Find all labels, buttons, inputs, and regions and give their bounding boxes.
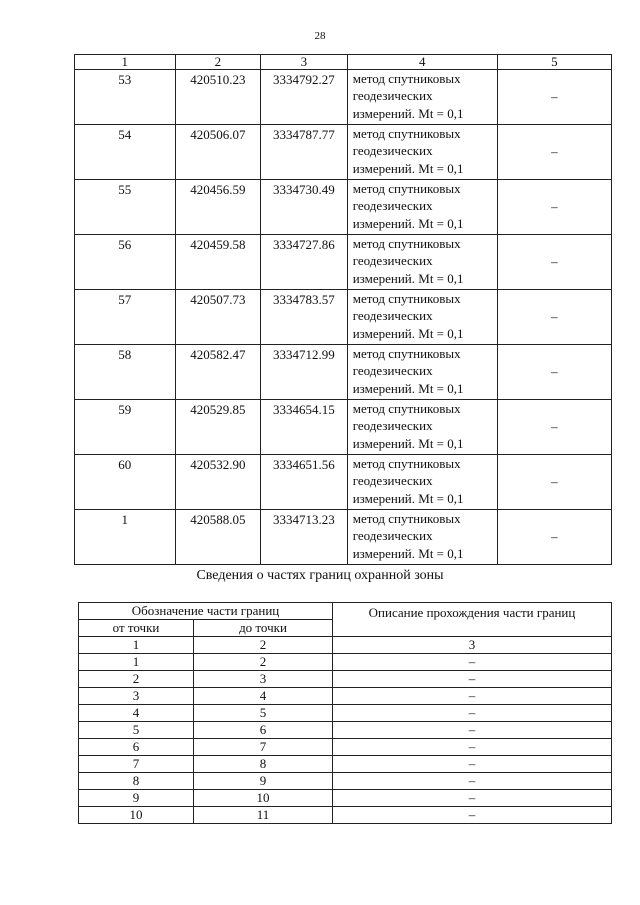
boundary-description-header: Описание прохождения части границ: [333, 603, 612, 637]
to-point: 10: [194, 790, 333, 807]
method-line: геодезических: [352, 418, 433, 434]
coord-y: 3334651.56: [261, 455, 348, 510]
method-line: измерений. Mt = 0,1: [352, 490, 464, 506]
boundary-part-row: [79, 671, 612, 688]
method-line: метод спутниковых: [352, 126, 461, 141]
header-col-3: 3: [261, 55, 348, 70]
method-line: метод спутниковых: [352, 511, 461, 526]
coordinates-table-row: [75, 345, 612, 400]
row-note: –: [497, 400, 611, 455]
coordinates-table-row: [75, 125, 612, 180]
boundary-part-row: [79, 756, 612, 773]
row-note: –: [497, 70, 611, 125]
coord-x: 420456.59: [175, 180, 261, 235]
method-description: [347, 125, 497, 180]
coordinates-table-row: [75, 455, 612, 510]
part-description: –: [333, 773, 612, 790]
row-note: –: [497, 235, 611, 290]
from-point: 4: [79, 705, 194, 722]
method-description: [347, 180, 497, 235]
method-line: геодезических: [352, 528, 433, 544]
method-line: измерений. Mt = 0,1: [352, 270, 464, 286]
coord-y: 3334787.77: [261, 125, 348, 180]
method-line: измерений. Mt = 0,1: [352, 325, 464, 341]
method-line: геодезических: [352, 88, 433, 104]
to-point: 4: [194, 688, 333, 705]
part-description: –: [333, 654, 612, 671]
method-line: геодезических: [352, 143, 433, 159]
to-point: 7: [194, 739, 333, 756]
method-line: измерений. Mt = 0,1: [352, 160, 464, 176]
method-line: метод спутниковых: [352, 236, 461, 251]
part-description: –: [333, 688, 612, 705]
coord-x: 420459.58: [175, 235, 261, 290]
method-description: [347, 345, 497, 400]
method-description: [347, 290, 497, 345]
to-point: 11: [194, 807, 333, 824]
page-number: 28: [314, 30, 326, 42]
col-number-3: 3: [333, 637, 612, 654]
row-note: –: [497, 125, 611, 180]
to-point: 3: [194, 671, 333, 688]
section-title: Сведения о частях границ охранной зоны: [196, 568, 444, 583]
col-number-2: 2: [194, 637, 333, 654]
boundary-part-row: [79, 790, 612, 807]
coord-x: 420588.05: [175, 510, 261, 565]
point-number: 56: [75, 235, 176, 290]
from-point-header: от точки: [79, 620, 194, 637]
row-note: –: [497, 455, 611, 510]
method-description: [347, 455, 497, 510]
method-line: измерений. Mt = 0,1: [352, 105, 464, 121]
method-line: метод спутниковых: [352, 456, 461, 471]
method-line: геодезических: [352, 198, 433, 214]
from-point: 1: [79, 654, 194, 671]
header-col-2: 2: [175, 55, 261, 70]
point-number: 53: [75, 70, 176, 125]
coord-y: 3334654.15: [261, 400, 348, 455]
point-number: 60: [75, 455, 176, 510]
boundary-part-row: [79, 739, 612, 756]
point-number: 58: [75, 345, 176, 400]
coord-x: 420510.23: [175, 70, 261, 125]
method-description: [347, 235, 497, 290]
from-point: 7: [79, 756, 194, 773]
method-line: метод спутниковых: [352, 181, 461, 196]
coordinates-table-row: [75, 235, 612, 290]
method-line: геодезических: [352, 253, 433, 269]
method-line: геодезических: [352, 473, 433, 489]
to-point: 6: [194, 722, 333, 739]
method-line: измерений. Mt = 0,1: [352, 380, 464, 396]
method-line: измерений. Mt = 0,1: [352, 545, 464, 561]
coord-x: 420506.07: [175, 125, 261, 180]
point-number: 55: [75, 180, 176, 235]
coord-x: 420532.90: [175, 455, 261, 510]
boundary-part-row: [79, 654, 612, 671]
part-description: –: [333, 790, 612, 807]
coord-y: 3334712.99: [261, 345, 348, 400]
boundary-part-row: [79, 722, 612, 739]
method-line: геодезических: [352, 308, 433, 324]
col-number-1: 1: [79, 637, 194, 654]
part-description: –: [333, 722, 612, 739]
method-description: [347, 70, 497, 125]
row-note: –: [497, 290, 611, 345]
coord-x: 420529.85: [175, 400, 261, 455]
parts-table-header-row-1: [79, 603, 612, 620]
coord-y: 3334792.27: [261, 70, 348, 125]
boundary-parts-table: [78, 602, 612, 824]
to-point-header: до точки: [194, 620, 333, 637]
to-point: 8: [194, 756, 333, 773]
part-description: –: [333, 807, 612, 824]
method-line: метод спутниковых: [352, 291, 461, 306]
part-description: –: [333, 739, 612, 756]
row-note: –: [497, 345, 611, 400]
coord-y: 3334730.49: [261, 180, 348, 235]
coord-x: 420582.47: [175, 345, 261, 400]
header-col-4: 4: [347, 55, 497, 70]
point-number: 1: [75, 510, 176, 565]
from-point: 6: [79, 739, 194, 756]
point-number: 59: [75, 400, 176, 455]
header-col-1: 1: [75, 55, 176, 70]
point-number: 54: [75, 125, 176, 180]
to-point: 9: [194, 773, 333, 790]
header-col-5: 5: [497, 55, 611, 70]
method-description: [347, 400, 497, 455]
row-note: –: [497, 510, 611, 565]
part-description: –: [333, 756, 612, 773]
method-line: метод спутниковых: [352, 346, 461, 361]
coord-y: 3334727.86: [261, 235, 348, 290]
method-line: метод спутниковых: [352, 71, 461, 86]
boundary-part-group-header: Обозначение части границ: [79, 603, 333, 620]
method-line: измерений. Mt = 0,1: [352, 215, 464, 231]
to-point: 2: [194, 654, 333, 671]
from-point: 3: [79, 688, 194, 705]
boundary-part-row: [79, 705, 612, 722]
coord-y: 3334713.23: [261, 510, 348, 565]
from-point: 2: [79, 671, 194, 688]
row-note: –: [497, 180, 611, 235]
to-point: 5: [194, 705, 333, 722]
boundary-part-row: [79, 773, 612, 790]
point-number: 57: [75, 290, 176, 345]
coord-x: 420507.73: [175, 290, 261, 345]
coordinates-table-row: [75, 70, 612, 125]
boundary-part-row: [79, 807, 612, 824]
from-point: 5: [79, 722, 194, 739]
coordinates-table-row: [75, 400, 612, 455]
parts-table-number-row: [79, 637, 612, 654]
coordinates-table-header: [75, 55, 612, 70]
from-point: 9: [79, 790, 194, 807]
method-line: метод спутниковых: [352, 401, 461, 416]
coordinates-table-row: [75, 510, 612, 565]
part-description: –: [333, 671, 612, 688]
from-point: 8: [79, 773, 194, 790]
method-description: [347, 510, 497, 565]
part-description: –: [333, 705, 612, 722]
coord-y: 3334783.57: [261, 290, 348, 345]
coordinates-table: [74, 54, 612, 565]
coordinates-table-row: [75, 180, 612, 235]
from-point: 10: [79, 807, 194, 824]
coordinates-table-row: [75, 290, 612, 345]
method-line: измерений. Mt = 0,1: [352, 435, 464, 451]
boundary-part-row: [79, 688, 612, 705]
method-line: геодезических: [352, 363, 433, 379]
